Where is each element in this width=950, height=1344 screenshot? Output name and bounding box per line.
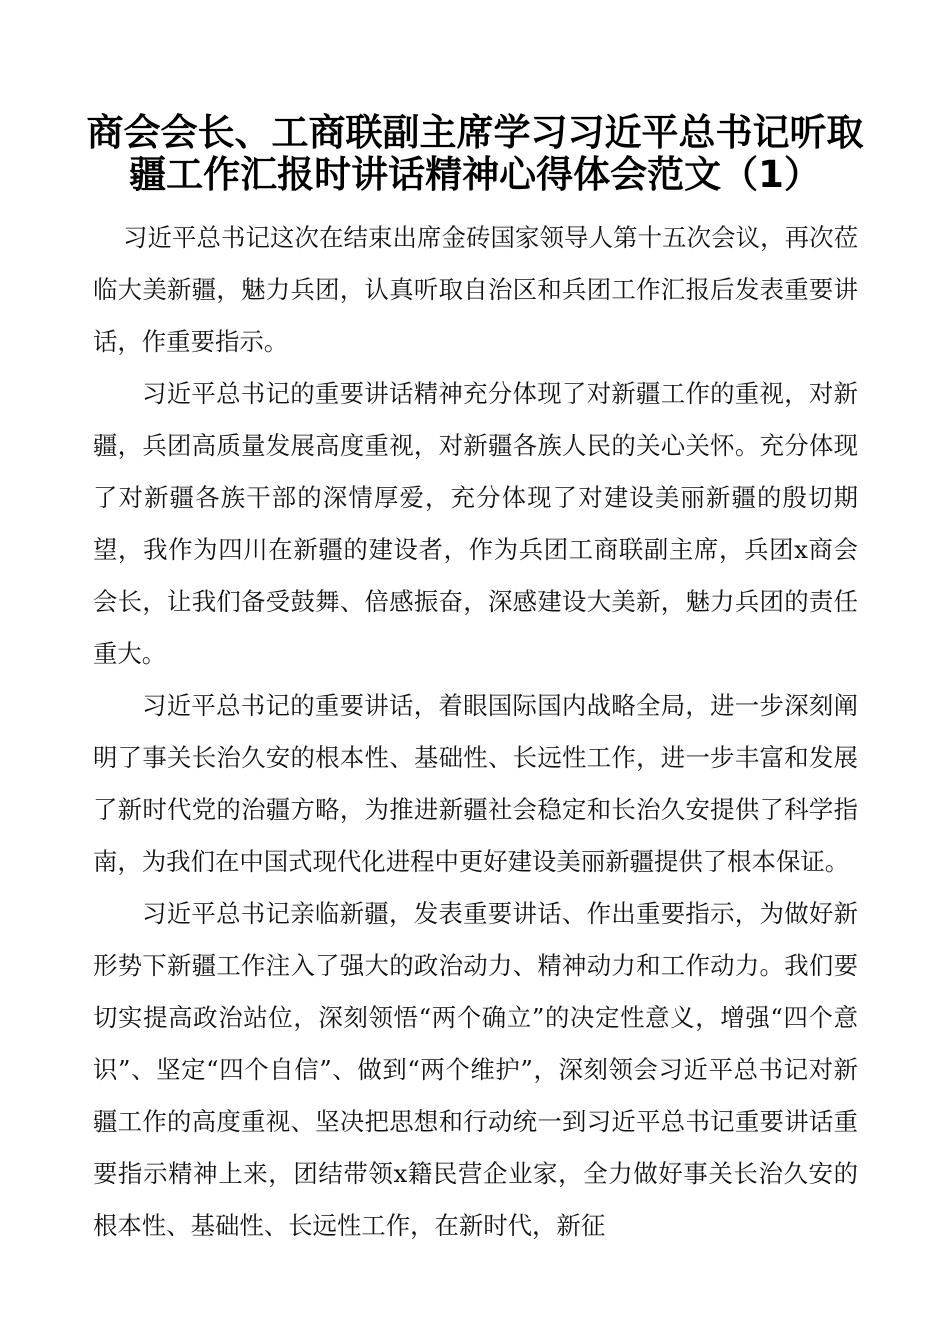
paragraph-2: 习近平总书记的重要讲话精神充分体现了对新疆工作的重视，对新疆，兵团高质量发展高度重视，对新疆各族人民的关心关怀。充分体现了对新疆各族干部的深情厚爱，充分体现了对建设美丽新疆的殷切期望，我作为四川在新疆的建设者，作为兵团工商联副主席，兵团x商会会长，让我们备受鼓舞、倍感振奋，深感建设大美新，魅力兵团的责任重大。 bbox=[93, 379, 858, 668]
paragraph-3: 习近平总书记的重要讲话，着眼国际国内战略全局，进一步深刻阐明了事关长治久安的根本性、基础性、长远性工作，进一步丰富和发展了新时代党的治疆方略，为推进新疆社会稳定和长治久安提供了科学指南，为我们在中国式现代化进程中更好建设美丽新疆提供了根本保证。 bbox=[93, 691, 858, 876]
document-body bbox=[93, 212, 858, 1252]
paragraph-1: 习近平总书记这次在结束出席金砖国家领导人第十五次会议，再次莅临大美新疆，魅力兵团，认真听取自治区和兵团工作汇报后发表重要讲话，作重要指示。 bbox=[93, 223, 858, 356]
paragraph-4: 习近平总书记亲临新疆，发表重要讲话、作出重要指示，为做好新形势下新疆工作注入了强大的政治动力、精神动力和工作动力。我们要切实提高政治站位，深刻领悟“两个确立”的决定性意义，增强“四个意识”、坚定“四个自信”、做到“两个维护”，深刻领会习近平总书记对新疆工作的高度重视、坚决把思想和行动统一到习近平总书记重要讲话重要指示精神上来，团结带领x籍民营企业家，全力做好事关长治久安的根本性、基础性、长远性工作，在新时代，新征 bbox=[93, 899, 858, 1240]
document-title bbox=[70, 112, 880, 196]
title-line-2: 疆工作汇报时讲话精神心得体会范文（1） bbox=[129, 153, 821, 196]
title-line-1: 商会会长、工商联副主席学习习近平总书记听取 bbox=[86, 111, 864, 154]
